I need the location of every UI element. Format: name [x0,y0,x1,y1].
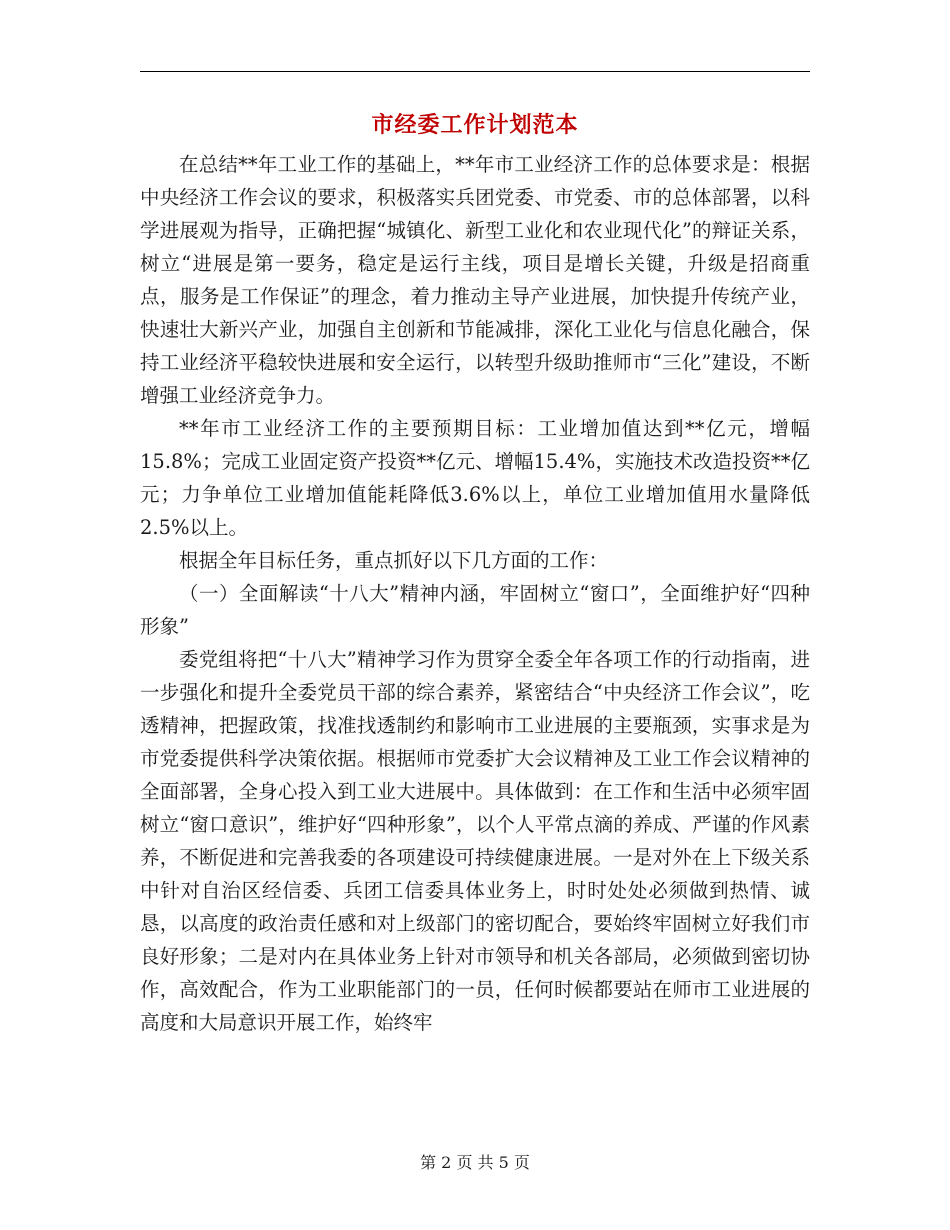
page-number: 第 2 页 共 5 页 [420,1153,530,1172]
paragraph-key-tasks-intro: 根据全年目标任务，重点抓好以下几方面的工作： [179,549,609,572]
paragraph-section-1-body: 委党组将把“十八大”精神学习作为贯穿全委全年各项工作的行动指南，进一步强化和提升全委党员干部的综合素养，紧密结合“中央经济工作会议”，吃透精神，把握政策，找准找透制约和影响市工业进展的主要瓶颈，实事求是为市党委提供科学决策依据。根据师市党委扩大会议精神及工业工作会议精神的全面部署，全身心投入到工业大进展中。具体做到：在工作和生活中必须牢固树立“窗口意识”，维护好“四种形象”，以个人平常点滴的养成、严谨的作风素养，不断促进和完善我委的各项建设可持续健康进展。一是对外在上下级关系中针对自治区经信委、兵团工信委具体业务上，时时处处必须做到热情、诚恳，以高度的政治责任感和对上级部门的密切配合，要始终牢固树立好我们市良好形象；二是对内在具体业务上针对市领导和机关各部局，必须做到密切协作，高效配合，作为工业职能部门的一员，任何时候都要站在师市工业进展的高度和大局意识开展工作，始终牢 [140,648,810,1034]
document-title: 市经委工作计划范本 [371,112,579,138]
header-rule [140,71,810,72]
document-body [140,148,810,1039]
paragraph-expected-targets: **年市工业经济工作的主要预期目标：工业增加值达到**亿元，增幅15.8%；完成工业固定资产投资**亿元、增幅15.4%，实施技术改造投资**亿元；力争单位工业增加值能耗降低3.6%以上，单位工业增加值用水量降低2.5%以上。 [140,417,810,539]
section-heading-1: （一）全面解读“十八大”精神内涵，牢固树立“窗口”，全面维护好“四种形象” [140,582,810,638]
paragraph-overall-requirements: 在总结**年工业工作的基础上，**年市工业经济工作的总体要求是：根据中央经济工作会议的要求，积极落实兵团党委、市党委、市的总体部署，以科学进展观为指导，正确把握“城镇化、新型工业化和农业现代化”的辩证关系，树立“进展是第一要务，稳定是运行主线，项目是增长关键，升级是招商重点，服务是工作保证”的理念，着力推动主导产业进展，加快提升传统产业，快速壮大新兴产业，加强自主创新和节能减排，深化工业化与信息化融合，保持工业经济平稳较快进展和安全运行，以转型升级助推师市“三化”建设，不断增强工业经济竞争力。 [140,153,810,407]
